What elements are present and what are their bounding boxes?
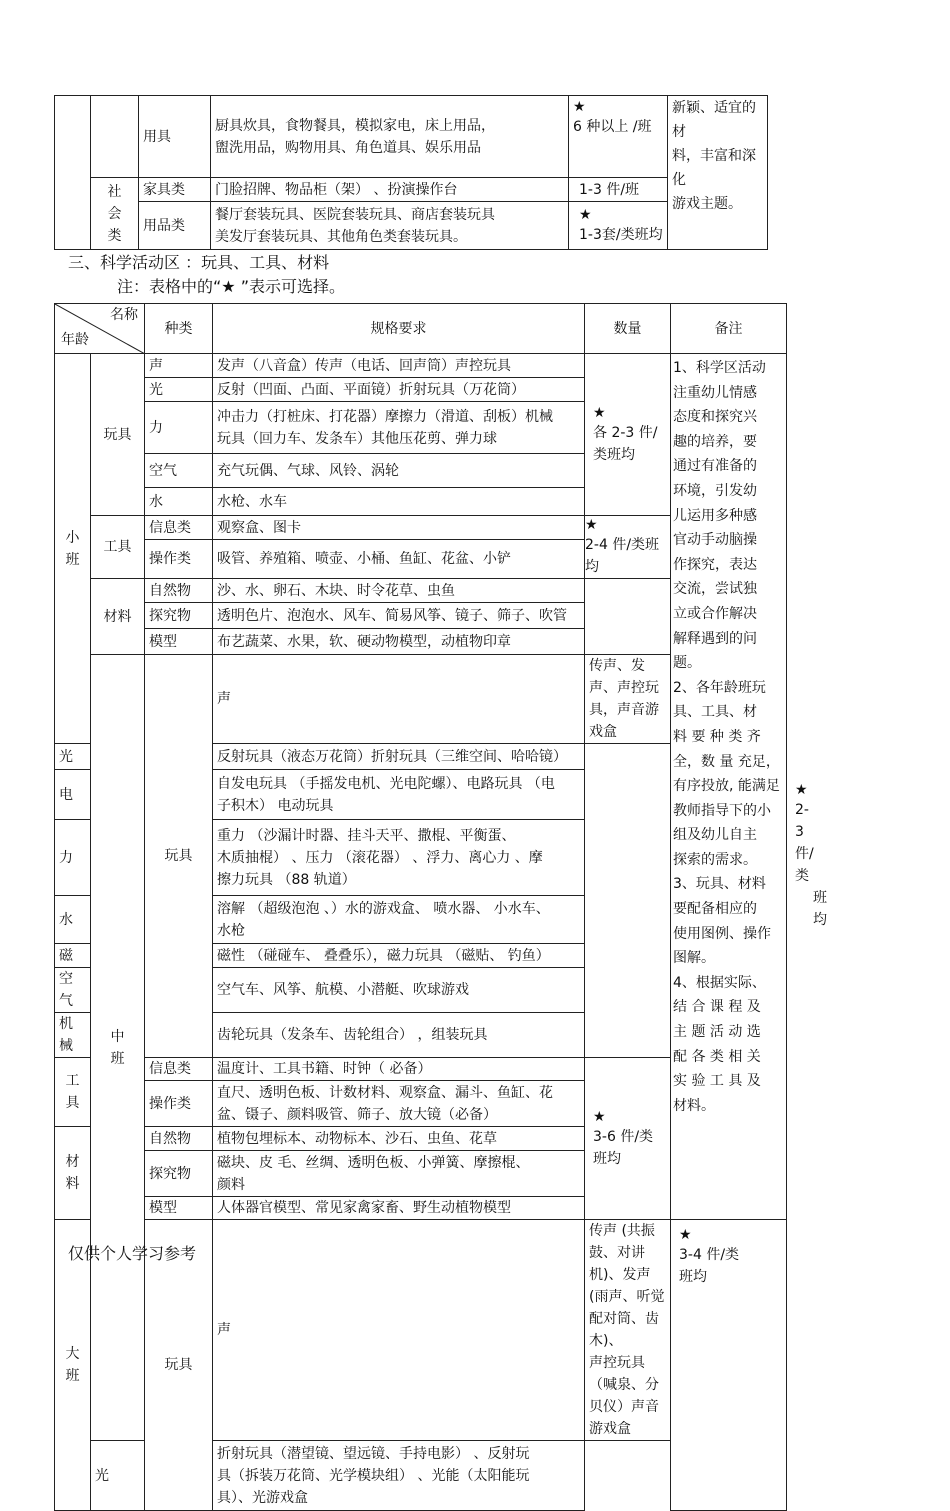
star-icon: ★	[585, 517, 598, 533]
header-age: 年龄	[61, 332, 89, 348]
spec-cell: 传声 (共振鼓、对讲机)、发声 (雨声、听觉配对筒、齿木)、 声控玩具（喊泉、分贝仪）声音游戏盒	[585, 1220, 671, 1441]
type-cell: 光	[55, 744, 91, 770]
type-cell: 声	[213, 1220, 585, 1441]
qty-cell	[585, 579, 671, 655]
star-icon: ★	[679, 1227, 692, 1243]
type-cell: 信息类	[145, 516, 213, 540]
blank-cell	[55, 96, 91, 250]
type-cell: 机械	[55, 1013, 91, 1058]
type-cell: 模型	[145, 629, 213, 655]
spec-cell: 发声（八音盒）传声（电话、回声筒）声控玩具	[213, 354, 585, 378]
age-large: 大 班	[55, 1220, 91, 1511]
qty-cell: ★ 2-4 件/类班 均	[585, 516, 671, 579]
group-materials: 材料	[91, 579, 145, 655]
items-cell: 门脸招牌、物品柜（架） 、扮演操作台	[211, 178, 569, 202]
spec-cell: 观察盒、图卡	[213, 516, 585, 540]
star-icon: ★	[579, 206, 592, 223]
footer-text: 仅供个人学习参考	[68, 1244, 197, 1263]
group-materials: 材料	[55, 1127, 91, 1220]
spec-cell: 透明色片、泡泡水、风车、简易风筝、镜子、筛子、吹管	[213, 603, 585, 629]
type-cell: 电	[55, 770, 91, 820]
star-icon: ★	[593, 404, 606, 421]
spec-cell: 磁块、皮 毛、丝绸、透明色板、小弹簧、摩擦棍、 颜料	[213, 1151, 585, 1197]
type-cell: 光	[145, 378, 213, 402]
items-cell: 餐厅套装玩具、医院套装玩具、商店套装玩具 美发厅套装玩具、其他角色类套装玩具。	[211, 202, 569, 250]
spec-cell: 植物包埋标本、动物标本、沙石、虫鱼、花草	[213, 1127, 585, 1151]
qty-cell: ★ 3-4 件/类 班均	[671, 1220, 787, 1511]
star-icon: ★	[593, 1108, 606, 1125]
qty-cell: ★ 3-6 件/类 班均	[585, 1058, 671, 1220]
type-cell: 探究物	[145, 1151, 213, 1197]
type-cell: 自然物	[145, 1127, 213, 1151]
section-heading: 三、科学活动区 ：玩具、工具、材料	[68, 253, 330, 272]
qty-cell: 1-3 件/班	[569, 178, 668, 202]
note-cell: 新颖、适宜的材 料，丰富和深化 游戏主题。	[668, 96, 768, 250]
type-cell: 力	[55, 820, 91, 896]
group-toys: 玩具	[145, 1220, 213, 1511]
spec-cell: 沙、水、卵石、木块、时令花草、虫鱼	[213, 579, 585, 603]
social-label: 社 会 类	[91, 178, 139, 250]
items-cell: 厨具炊具，食物餐具，模拟家电，床上用品， 盥洗用品，购物用具、角色道具、娱乐用品	[211, 96, 569, 178]
category-cell: 用品类	[139, 202, 211, 250]
header-name: 名称	[110, 307, 138, 323]
qty-cell: ★ 1-3套/类班均	[569, 202, 668, 250]
type-cell: 声	[145, 354, 213, 378]
spec-cell: 空气车、风筝、航模、小潜艇、吹球游戏	[213, 968, 585, 1013]
type-cell: 自然物	[145, 579, 213, 603]
group-tools: 工具	[91, 516, 145, 579]
type-cell: 空气	[145, 454, 213, 488]
type-cell: 力	[145, 402, 213, 454]
spec-cell: 反射（凹面、凸面、平面镜）折射玩具（万花筒）	[213, 378, 585, 402]
spec-cell: 自发电玩具 （手摇发电机、光电陀螺）、电路玩具 （电 子积木） 电动玩具	[213, 770, 585, 820]
type-cell: 水	[55, 896, 91, 944]
role-play-table	[54, 95, 768, 250]
diagonal-header	[55, 304, 145, 354]
blank-cell	[91, 96, 139, 178]
type-cell: 探究物	[145, 603, 213, 629]
header-qty: 数量	[585, 304, 671, 354]
qty-cell: ★ 6 种以上 /班	[569, 96, 668, 178]
header-type: 种类	[145, 304, 213, 354]
spec-cell: 冲击力（打桩床、打花器）摩擦力（滑道、刮板）机械 玩具（回力车、发条车）其他压花剪、弹力球	[213, 402, 585, 454]
header-spec: 规格要求	[213, 304, 585, 354]
science-table: 名称 年龄 种类 规格要求 数量 备注 小 班 玩具 声 发声（八音盒）传声（电话、回声筒）声控玩具 ★ 各 2-3 件/ 类班均 1、科学区活动 注重幼儿情感 态度和探究兴 趣的培养，要 通过有准备的 环境，引发幼 儿运用多种感 官动手动脑操 作探究，表达 交流，尝试独 立或合作解决 解释遇到的问 题。 2、各年龄班玩 具、工具、材 料 要 种 类 齐 全，数 量 充足， 有序投放, 能满足 教师指导下的小 组及幼儿自主 探索的需求。 3、玩具、材料 要配备相应的 使用图例、操作 图解。 4、根据实际、 结 合 课 程 及 主 题 活 动 选 配 各 类 相 关 实 验 工 具 及 材料。 光 反射（凹面、凸面、平面镜）折射玩具（万花筒） 力 冲击力（打桩床、打花器）摩擦力（滑道、刮板）机械 玩具（回力车、发条车）其他压花剪、弹力球 空气 充气玩偶、气球、风铃、涡轮 水 水枪、水车 工具 信息类 观察盒、图卡 ★ 2-4 件/类班 均 操作类 吸管、养殖箱、喷壶、小桶、鱼缸、花盆、小铲 材料 自然物 沙、水、卵石、木块、时令花草、虫鱼 探究物 透明色片、泡泡水、风车、简易风筝、镜子、筛子、吹管 模型 布艺蔬菜、水果，软、硬动物模型，动植物印章 中 班 玩具 声 传声、发声、声控玩具，声音游戏盒 ★ 2-3 件/类 班均 光 反射玩具（液态万花筒）折射玩具（三维空间、哈哈镜） 电 自发电玩具 （手摇发电机、光电陀螺）、电路玩具 （电 子积木） 电动玩具 力 重力 （沙漏计时器、挂斗天平、撒棍、平衡蛋、 木质抽棍） 、压力 （滚花器） 、浮力、离心力 、摩 擦力玩具 （88 轨道） 水 溶解 （超级泡泡 、）水的游戏盒、 喷水器、 小水车、 水枪 磁 磁性 （碰碰车、 叠叠乐），磁力玩具 （磁贴、 钓鱼） 空气 空气车、风筝、航模、小潜艇、吹球游戏 机械 齿轮玩具（发条车、齿轮组合） ，组装玩具 工具 信息类 温度计、工具书籍、时钟（ 必备） ★ 3-6 件/类 班均 操作类 直尺、透明色板、计数材料、观察盒、漏斗、鱼缸、花 盆、镊子、颜料吸管、筛子、放大镜（必备） 材料 自然物 植物包埋标本、动物标本、沙石、虫鱼、花草 探究物 磁块、皮 毛、丝绸、透明色板、小弹簧、摩擦棍、 颜料 模型 人体器官模型、常见家禽家畜、野生动植物模型 大 班 玩具 声 传声 (共振鼓、对讲机)、发声 (雨声、听觉配对筒、齿木)、 声控玩具（喊泉、分贝仪）声音游戏盒 ★ 3-4 件/类 班均 光 折射玩具（潜望镜、望远镜、手持电影） 、反射玩 具（拆装万花筒、光学模块组） 、光能（太阳能玩 具）、光游戏盒	[54, 303, 787, 1511]
spec-cell: 重力 （沙漏计时器、挂斗天平、撒棍、平衡蛋、 木质抽棍） 、压力 （滚花器） 、浮力、离心力 、摩 擦力玩具 （88 轨道）	[213, 820, 585, 896]
type-cell: 信息类	[145, 1058, 213, 1081]
type-cell: 水	[145, 488, 213, 516]
spec-cell: 齿轮玩具（发条车、齿轮组合） ，组装玩具	[213, 1013, 585, 1058]
section-note: 注：表格中的“★ ”表示可选择。	[117, 277, 346, 296]
age-middle: 中 班	[91, 655, 145, 1441]
type-cell: 空气	[55, 968, 91, 1013]
spec-cell: 溶解 （超级泡泡 、）水的游戏盒、 喷水器、 小水车、 水枪	[213, 896, 585, 944]
spec-cell: 传声、发声、声控玩具，声音游戏盒	[585, 655, 671, 744]
group-toys: 玩具	[91, 354, 145, 516]
group-toys: 玩具	[145, 655, 213, 1058]
spec-cell: 水枪、水车	[213, 488, 585, 516]
age-small: 小 班	[55, 354, 91, 744]
qty-cell: ★ 各 2-3 件/ 类班均	[585, 354, 671, 516]
type-cell: 磁	[55, 944, 91, 968]
spec-cell: 磁性 （碰碰车、 叠叠乐），磁力玩具 （磁贴、 钓鱼）	[213, 944, 585, 968]
spec-cell: 直尺、透明色板、计数材料、观察盒、漏斗、鱼缸、花 盆、镊子、颜料吸管、筛子、放大镜（必备）	[213, 1081, 585, 1127]
spec-cell: 充气玩偶、气球、风铃、涡轮	[213, 454, 585, 488]
remarks-cell: 1、科学区活动 注重幼儿情感 态度和探究兴 趣的培养，要 通过有准备的 环境，引发幼 儿运用多种感 官动手动脑操 作探究，表达 交流，尝试独 立或合作解决 解释遇到的问 题。 2、各年龄班玩 具、工具、材 料 要 种 类 齐 全，数 量 充足， 有序投放, 能满足 教师指导下的小 组及幼儿自主 探索的需求。 3、玩具、材料 要配备相应的 使用图例、操作 图解。 4、根据实际、 结 合 课 程 及 主 题 活 动 选 配 各 类 相 关 实 验 工 具 及 材料。	[671, 354, 787, 1220]
type-cell: 操作类	[145, 540, 213, 579]
star-icon: ★	[573, 99, 586, 115]
spec-cell: 人体器官模型、常见家禽家畜、野生动植物模型	[213, 1197, 585, 1220]
type-cell: 操作类	[145, 1081, 213, 1127]
spec-cell: 折射玩具（潜望镜、望远镜、手持电影） 、反射玩 具（拆装万花筒、光学模块组） 、光能（太阳能玩 具）、光游戏盒	[213, 1441, 585, 1511]
type-cell: 模型	[145, 1197, 213, 1220]
spec-cell: 反射玩具（液态万花筒）折射玩具（三维空间、哈哈镜）	[213, 744, 585, 770]
spec-cell: 吸管、养殖箱、喷壶、小桶、鱼缸、花盆、小铲	[213, 540, 585, 579]
group-tools: 工具	[55, 1058, 91, 1127]
category-cell: 家具类	[139, 178, 211, 202]
type-cell: 光	[91, 1441, 145, 1511]
category-cell: 用具	[139, 96, 211, 178]
header-remark: 备注	[671, 304, 787, 354]
spec-cell: 布艺蔬菜、水果，软、硬动物模型，动植物印章	[213, 629, 585, 655]
type-cell: 声	[213, 655, 585, 744]
spec-cell: 温度计、工具书籍、时钟（ 必备）	[213, 1058, 585, 1081]
